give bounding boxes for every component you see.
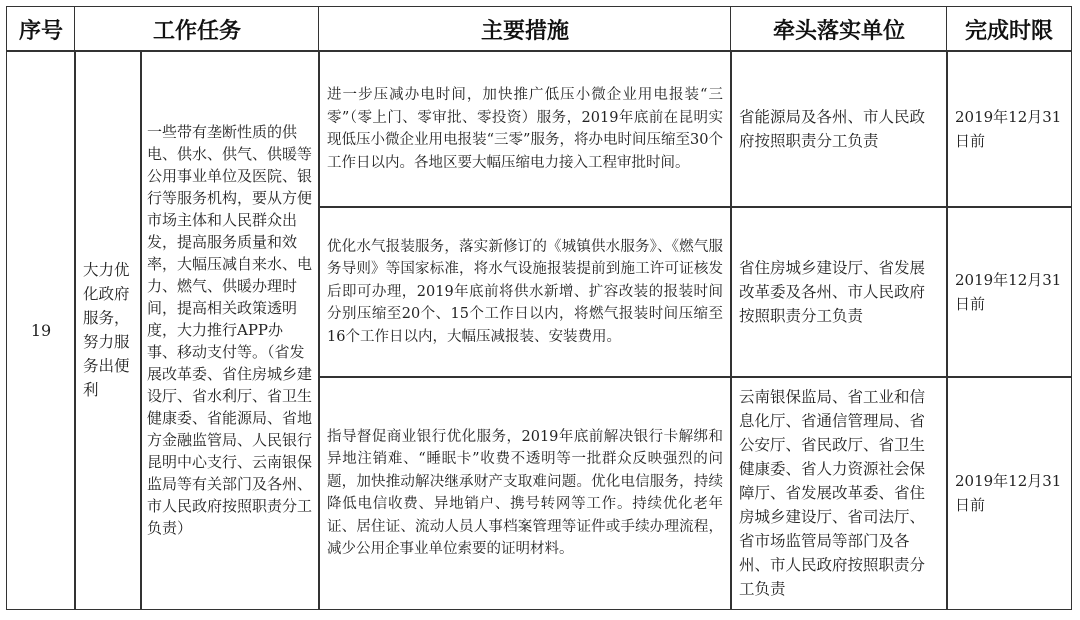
header-task: 工作任务 (74, 6, 320, 52)
task-title: 大力优化政府服务，努力服务出便利 (74, 50, 142, 610)
header-measures: 主要措施 (318, 6, 732, 52)
task-detail: 一些带有垄断性质的供电、供水、供气、供暖等公用事业单位及医院、银行等服务机构，要从方便市场主体和人民群众出发，提高服务质量和效率，大幅压减自来水、电力、燃气、供暖办理时间，提高相关政策透明度，大力推行APP办事、移动支付等。（省发展改革委、省住房城乡建设厅、省水利厅、省卫生健康委、省能源局、省地方金融监管局、人民银行昆明中心支行、云南银保监局等有关部门及各州、市人民政府按照职责分工负责） (140, 50, 320, 610)
header-deadline: 完成时限 (946, 6, 1072, 52)
header-unit: 牵头落实单位 (730, 6, 948, 52)
deadline-2: 2019年12月31日前 (946, 206, 1072, 378)
measure-3: 指导督促商业银行优化服务，2019年底前解决银行卡解绑和异地注销难、“睡眠卡”收费不透明等一批群众反映强烈的问题，加快推动解决继承财产支取难问题。优化电信服务，持续降低电信收费、异地销户、携号转网等工作。持续优化老年证、居住证、流动人员人事档案管理等证件或手续办理流程，减少公用企事业单位索要的证明材料。 (318, 376, 732, 610)
unit-2: 省住房城乡建设厅、省发展改革委及各州、市人民政府按照职责分工负责 (730, 206, 948, 378)
measure-1: 进一步压减办电时间，加快推广低压小微企业用电报装“三零”（零上门、零审批、零投资）服务，2019年底前在昆明实现低压小微企业用电报装“三零”服务，将办电时间压缩至30个工作日以内。各地区要大幅压缩电力接入工程审批时间。 (318, 50, 732, 208)
deadline-1: 2019年12月31日前 (946, 50, 1072, 208)
unit-3: 云南银保监局、省工业和信息化厅、省通信管理局、省公安厅、省民政厅、省卫生健康委、省人力资源社会保障厅、省发展改革委、省住房城乡建设厅、省司法厅、省市场监管局等部门及各州、市人民政府按照职责分工负责 (730, 376, 948, 610)
measure-2: 优化水气报装服务，落实新修订的《城镇供水服务》、《燃气服务导则》等国家标准，将水气设施报装提前到施工许可证核发后即可办理，2019年底前将供水新增、扩容改装的报装时间分别压缩至20个、15个工作日以内，将燃气报装时间压缩至16个工作日以内，大幅压减报装、安装费用。 (318, 206, 732, 378)
policy-table (6, 6, 1072, 610)
unit-1: 省能源局及各州、市人民政府按照职责分工负责 (730, 50, 948, 208)
deadline-3: 2019年12月31日前 (946, 376, 1072, 610)
row-number: 19 (6, 50, 76, 610)
header-no: 序号 (6, 6, 76, 52)
